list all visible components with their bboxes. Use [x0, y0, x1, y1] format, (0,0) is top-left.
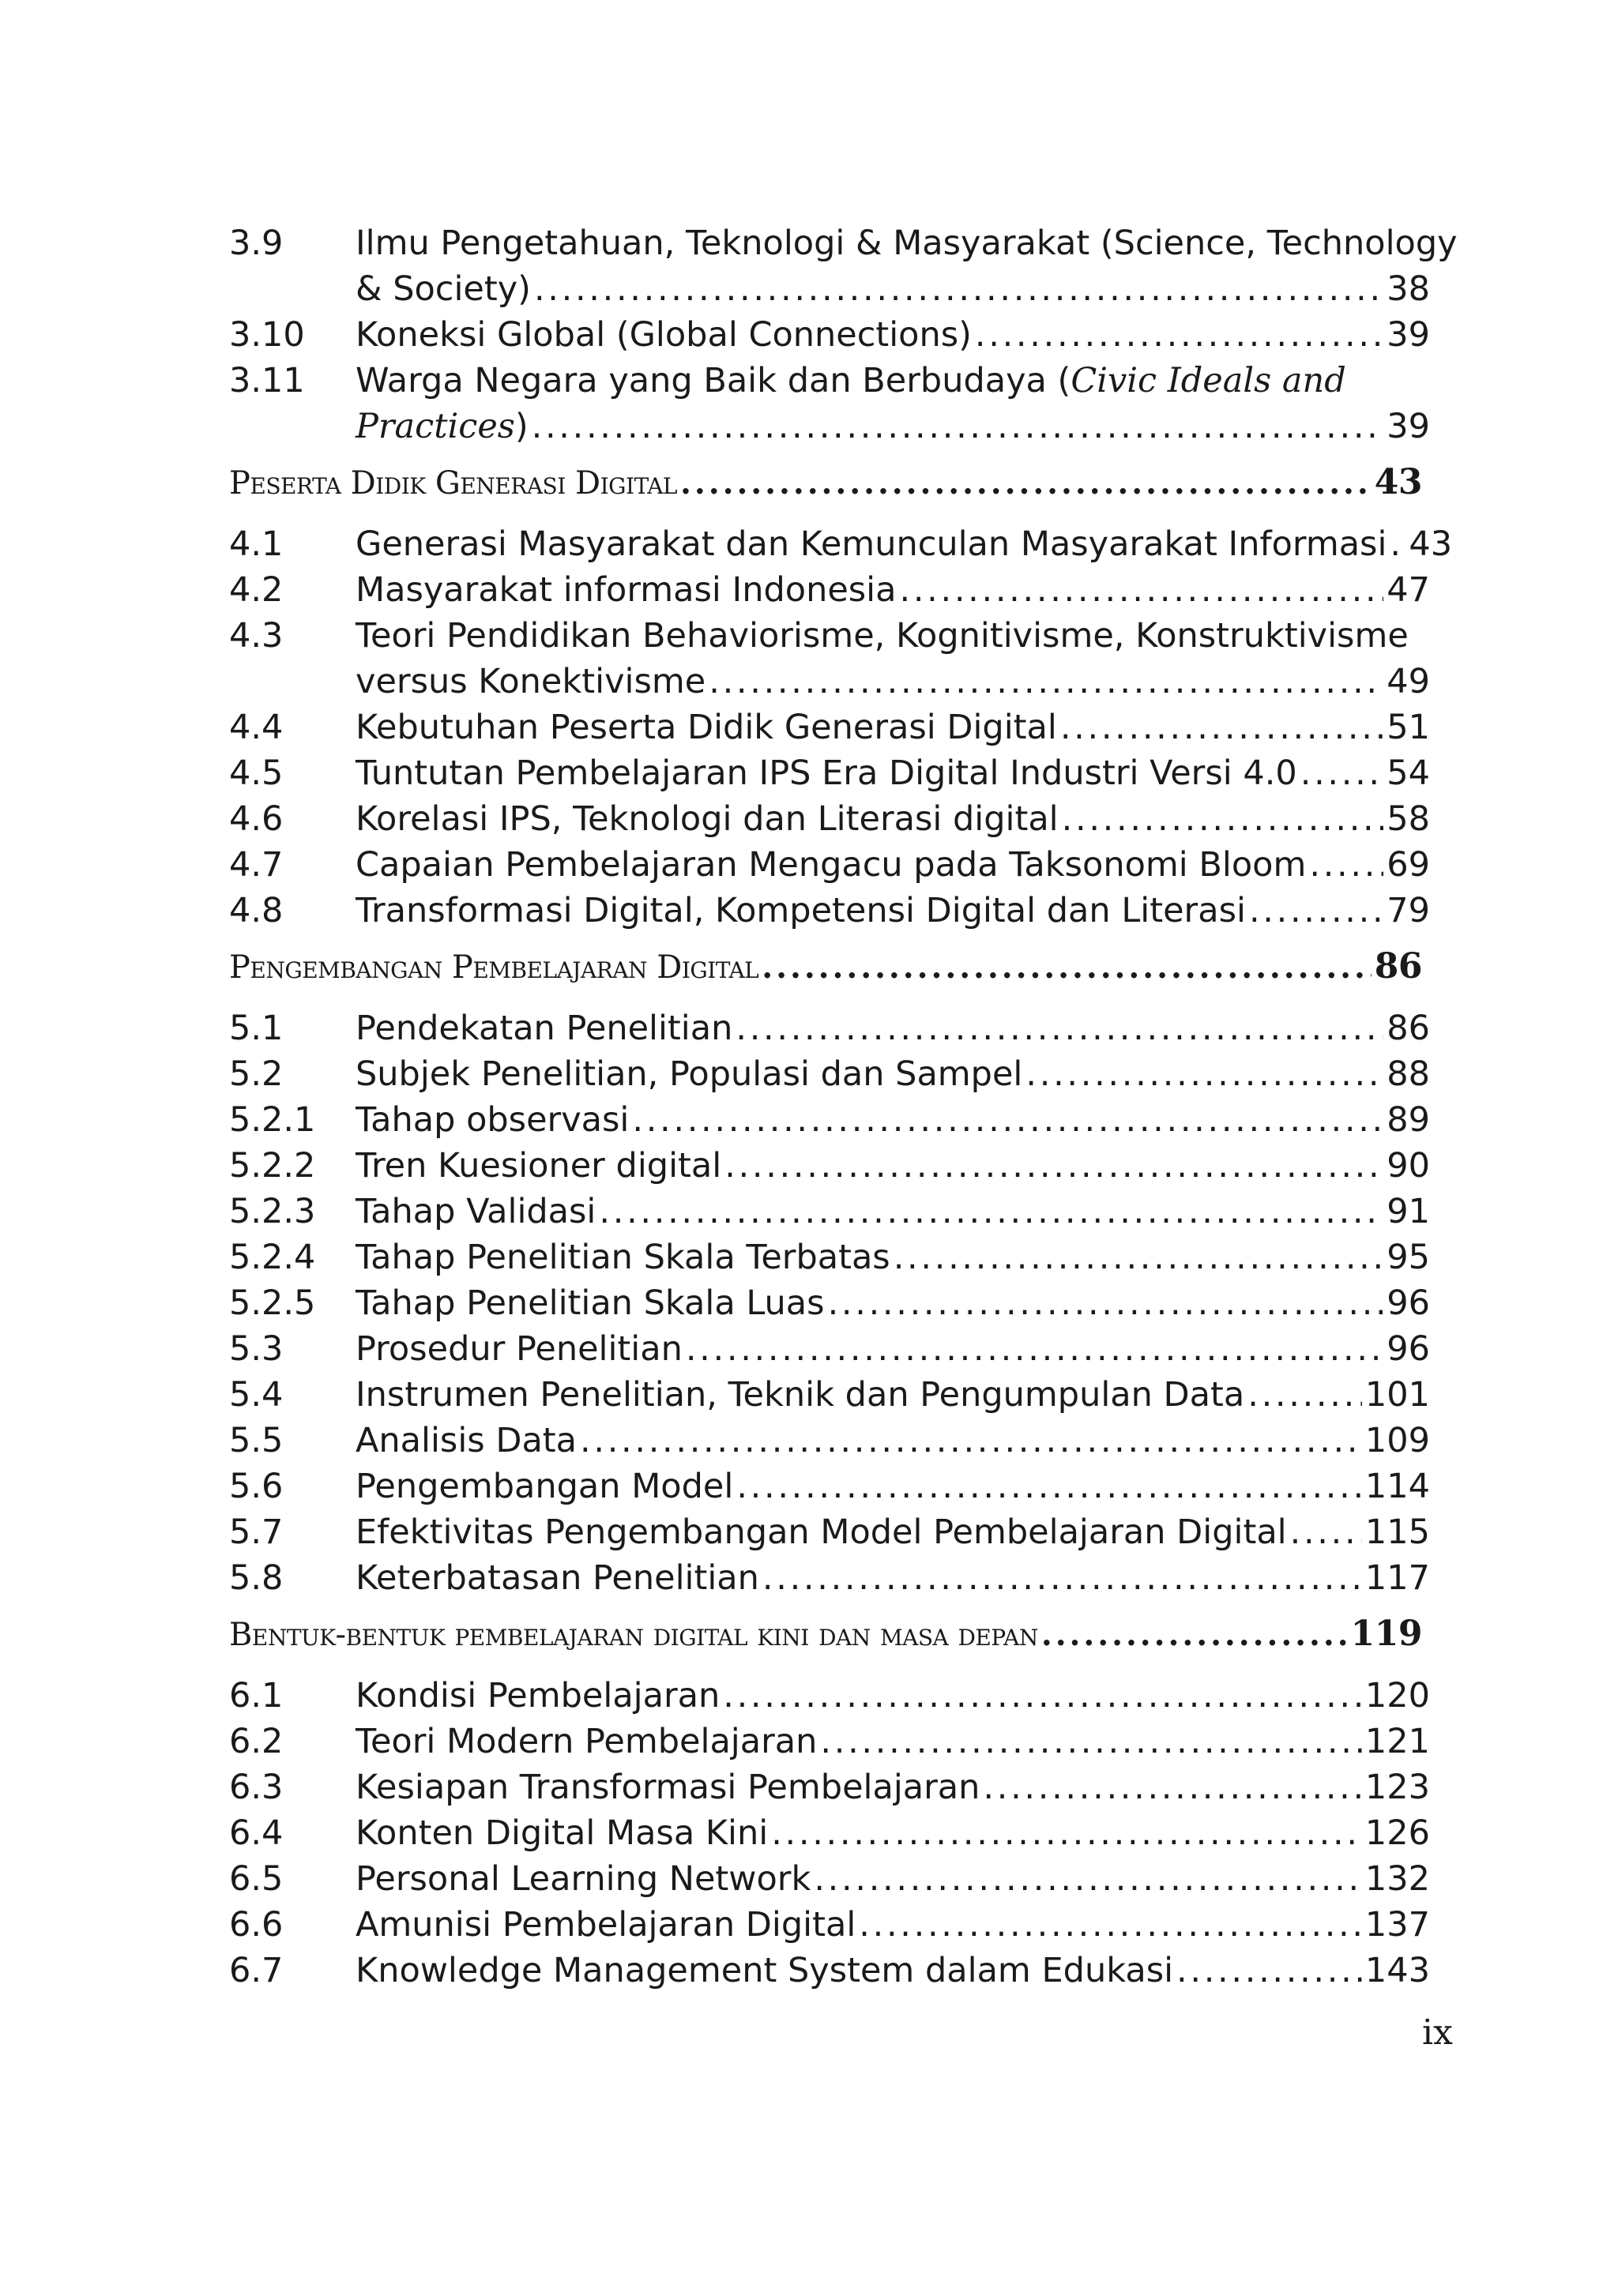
toc-entry-4-7: [229, 842, 1430, 888]
entry-page: 39: [1387, 407, 1430, 446]
chapter-page: 43: [1374, 462, 1422, 502]
toc-entry-5-5: [229, 1418, 1430, 1464]
entry-title: Kesiapan Transformasi Pembelajaran: [356, 1768, 980, 1807]
entry-number: 4.5: [229, 753, 284, 793]
entry-number: 5.2.2: [229, 1146, 316, 1186]
entry-page: 89: [1387, 1100, 1430, 1140]
dot-leader: [580, 1418, 1362, 1464]
entry-number: 5.2.5: [229, 1283, 316, 1323]
entry-number: 5.7: [229, 1513, 284, 1552]
entry-number: 5.3: [229, 1329, 284, 1369]
entry-page: 143: [1364, 1951, 1430, 1990]
entry-number: 4.4: [229, 708, 284, 747]
entry-title: Tren Kuesioner digital: [356, 1146, 722, 1186]
entry-title: Kebutuhan Peserta Didik Generasi Digital: [356, 708, 1057, 747]
toc-entry-4-3: [229, 613, 1430, 659]
dot-leader: [1290, 1509, 1362, 1555]
entry-title: Prosedur Penelitian: [356, 1329, 683, 1369]
toc-entry-6-1: [229, 1673, 1430, 1719]
entry-title: Tahap Penelitian Skala Luas: [356, 1283, 825, 1323]
entry-page: 38: [1387, 269, 1430, 309]
entry-title: Ilmu Pengetahuan, Teknologi & Masyarakat (Science, Technology: [356, 224, 1458, 263]
entry-number: 4.6: [229, 799, 284, 839]
dot-leader: [1390, 521, 1405, 567]
dot-leader: [762, 1555, 1362, 1601]
toc-entry-5-2-4: [229, 1234, 1430, 1280]
page-number: ix: [1422, 2012, 1453, 2053]
dot-leader: [736, 1464, 1362, 1509]
entry-title: Kondisi Pembelajaran: [356, 1676, 721, 1715]
entry-number: 5.6: [229, 1467, 284, 1506]
entry-page: 69: [1387, 845, 1430, 885]
toc-entry-5-2-3: [229, 1189, 1430, 1234]
entry-title: Personal Learning Network: [356, 1859, 811, 1899]
dot-leader: [680, 460, 1372, 506]
entry-title: Transformasi Digital, Kompetensi Digital dan Literasi: [356, 891, 1246, 930]
toc-entry-5-2-5: [229, 1280, 1430, 1326]
entry-page: 91: [1387, 1192, 1430, 1231]
entry-number: 5.1: [229, 1009, 284, 1048]
dot-leader: [1309, 842, 1383, 888]
dot-leader: [686, 1326, 1383, 1372]
dot-leader: [1062, 796, 1384, 842]
toc-entry-5-2-1: [229, 1097, 1430, 1143]
toc-entry-5-8: [229, 1555, 1430, 1601]
entry-page: 132: [1364, 1859, 1430, 1899]
dot-leader: [736, 1005, 1383, 1051]
entry-page: 126: [1364, 1813, 1430, 1853]
toc-entry-4-1: [229, 521, 1453, 567]
entry-title: Pengembangan Model: [356, 1467, 734, 1506]
entry-page: 96: [1387, 1329, 1430, 1369]
entry-page: 109: [1364, 1421, 1430, 1460]
toc-entry-4-3-continued: [229, 659, 1430, 705]
entry-number: 6.6: [229, 1905, 284, 1945]
dot-leader: [1249, 888, 1383, 934]
entry-number: 5.8: [229, 1558, 284, 1598]
entry-page: 86: [1387, 1009, 1430, 1048]
entry-title: Tahap Validasi: [356, 1192, 596, 1231]
entry-number: 5.5: [229, 1421, 284, 1460]
dot-leader: [762, 945, 1372, 990]
entry-page: 49: [1387, 662, 1430, 701]
entry-title: Tahap Penelitian Skala Terbatas: [356, 1238, 890, 1277]
dot-leader: [1060, 705, 1383, 750]
entry-number: 6.1: [229, 1676, 284, 1715]
entry-number: 6.5: [229, 1859, 284, 1899]
entry-title-italic: Civic Ideals and: [1071, 361, 1346, 400]
entry-title: Koneksi Global (Global Connections): [356, 315, 972, 355]
toc-entry-6-4: [229, 1810, 1430, 1856]
toc-entry-5-2-2: [229, 1143, 1430, 1189]
entry-number: 4.1: [229, 524, 284, 564]
toc-entry-6-7: [229, 1948, 1430, 1993]
chapter-heading-6: [229, 1611, 1422, 1657]
entry-page: 47: [1387, 570, 1430, 610]
dot-leader: [1300, 750, 1384, 796]
toc-entry-4-6: [229, 796, 1430, 842]
entry-title-part: ): [514, 407, 529, 446]
dot-leader: [709, 659, 1383, 705]
entry-number: 5.2.4: [229, 1238, 316, 1277]
chapter-heading-5: [229, 944, 1422, 990]
toc-entry-5-7: [229, 1509, 1430, 1555]
entry-title: Analisis Data: [356, 1421, 578, 1460]
dot-leader: [724, 1143, 1383, 1189]
dot-leader: [1025, 1051, 1383, 1097]
toc-entry-5-4: [229, 1372, 1430, 1418]
entry-title: Efektivitas Pengembangan Model Pembelajaran Digital: [356, 1513, 1287, 1552]
entry-number: 3.11: [229, 361, 305, 400]
entry-page: 114: [1364, 1467, 1430, 1506]
chapter-page: 86: [1374, 946, 1422, 986]
dot-leader: [771, 1810, 1362, 1856]
chapter-title: Pengembangan Pembelajaran Digital: [229, 949, 759, 986]
entry-number: 5.2.3: [229, 1192, 316, 1231]
entry-title: Subjek Penelitian, Populasi dan Sampel: [356, 1054, 1023, 1094]
entry-page: 115: [1364, 1513, 1430, 1552]
entry-page: 137: [1364, 1905, 1430, 1945]
dot-leader: [723, 1673, 1362, 1719]
entry-page: 51: [1387, 708, 1430, 747]
dot-leader: [1041, 1612, 1348, 1658]
entry-number: 5.2.1: [229, 1100, 316, 1140]
chapter-heading-4: [229, 460, 1422, 505]
entry-title: Masyarakat informasi Indonesia: [356, 570, 897, 610]
toc-entry-4-2: [229, 567, 1430, 613]
entry-page: 88: [1387, 1054, 1430, 1094]
toc-entry-6-2: [229, 1719, 1430, 1764]
dot-leader: [532, 404, 1384, 449]
entry-number: 4.2: [229, 570, 284, 610]
entry-title: Instrumen Penelitian, Teknik dan Pengumpulan Data: [356, 1375, 1245, 1415]
dot-leader: [899, 567, 1383, 613]
toc-entry-3-10: [229, 312, 1430, 358]
entry-number: 4.7: [229, 845, 284, 885]
entry-title: Generasi Masyarakat dan Kemunculan Masyarakat Informasi: [356, 524, 1387, 564]
entry-title-part: Warga Negara yang Baik dan Berbudaya (: [356, 361, 1071, 400]
toc-entry-4-4: [229, 705, 1430, 750]
toc-entry-3-9-continued: [229, 266, 1430, 312]
entry-number: 5.4: [229, 1375, 284, 1415]
entry-page: 120: [1364, 1676, 1430, 1715]
dot-leader: [983, 1764, 1362, 1810]
entry-page: 90: [1387, 1146, 1430, 1186]
toc-entry-3-9: [229, 220, 1458, 266]
entry-number: 6.3: [229, 1768, 284, 1807]
dot-leader: [975, 312, 1383, 358]
entry-page: 79: [1387, 891, 1430, 930]
dot-leader: [599, 1189, 1383, 1234]
dot-leader: [820, 1719, 1362, 1764]
dot-leader: [632, 1097, 1383, 1143]
entry-title: Teori Pendidikan Behaviorisme, Kognitivisme, Konstruktivisme: [356, 616, 1409, 656]
entry-page: 43: [1409, 524, 1453, 564]
entry-number: 3.10: [229, 315, 305, 355]
entry-page: 39: [1387, 315, 1430, 355]
dot-leader: [828, 1280, 1384, 1326]
toc-entry-5-1: [229, 1005, 1430, 1051]
entry-title: [356, 358, 1346, 404]
toc-entry-6-6: [229, 1902, 1430, 1948]
entry-page: 54: [1387, 753, 1430, 793]
entry-number: 3.9: [229, 224, 284, 263]
entry-title: Capaian Pembelajaran Mengacu pada Taksonomi Bloom: [356, 845, 1307, 885]
entry-title: Konten Digital Masa Kini: [356, 1813, 769, 1853]
entry-page: 117: [1364, 1558, 1430, 1598]
entry-title: Tahap observasi: [356, 1100, 630, 1140]
dot-leader: [1247, 1372, 1362, 1418]
toc-entry-5-3: [229, 1326, 1430, 1372]
entry-title: Amunisi Pembelajaran Digital: [356, 1905, 856, 1945]
entry-number: 4.3: [229, 616, 284, 656]
entry-title: & Society): [356, 269, 531, 309]
entry-number: 5.2: [229, 1054, 284, 1094]
entry-title: Knowledge Management System dalam Edukasi: [356, 1951, 1174, 1990]
entry-page: 123: [1364, 1768, 1430, 1807]
entry-page: 96: [1387, 1283, 1430, 1323]
toc-entry-5-6: [229, 1464, 1430, 1509]
toc-entry-4-8: [229, 888, 1430, 934]
entry-title: Keterbatasan Penelitian: [356, 1558, 759, 1598]
entry-title-italic: Practices: [356, 407, 515, 446]
entry-title: Tuntutan Pembelajaran IPS Era Digital Industri Versi 4.0: [356, 753, 1297, 793]
chapter-title: Bentuk-bentuk pembelajaran digital kini dan masa depan: [229, 1617, 1038, 1653]
entry-title: Korelasi IPS, Teknologi dan Literasi digital: [356, 799, 1059, 839]
toc-entry-6-3: [229, 1764, 1430, 1810]
entry-number: 4.8: [229, 891, 284, 930]
dot-leader: [894, 1234, 1384, 1280]
entry-number: 6.4: [229, 1813, 284, 1853]
entry-page: 95: [1387, 1238, 1430, 1277]
toc-entry-4-5: [229, 750, 1430, 796]
toc-entry-6-5: [229, 1856, 1430, 1902]
entry-title: Pendekatan Penelitian: [356, 1009, 733, 1048]
toc-entry-3-11-continued: [229, 404, 1430, 449]
dot-leader: [859, 1902, 1362, 1948]
entry-page: 121: [1364, 1722, 1430, 1761]
entry-number: 6.2: [229, 1722, 284, 1761]
chapter-title: Peserta Didik Generasi Digital: [229, 465, 678, 502]
chapter-page: 119: [1350, 1614, 1422, 1654]
dot-leader: [1176, 1948, 1362, 1993]
entry-page: 58: [1387, 799, 1430, 839]
entry-page: 101: [1364, 1375, 1430, 1415]
toc-entry-5-2: [229, 1051, 1430, 1097]
toc-entry-3-11: [229, 358, 1430, 404]
entry-title: Teori Modern Pembelajaran: [356, 1722, 818, 1761]
dot-leader: [534, 266, 1383, 312]
entry-title: versus Konektivisme: [356, 662, 706, 701]
dot-leader: [814, 1856, 1362, 1902]
entry-number: 6.7: [229, 1951, 284, 1990]
